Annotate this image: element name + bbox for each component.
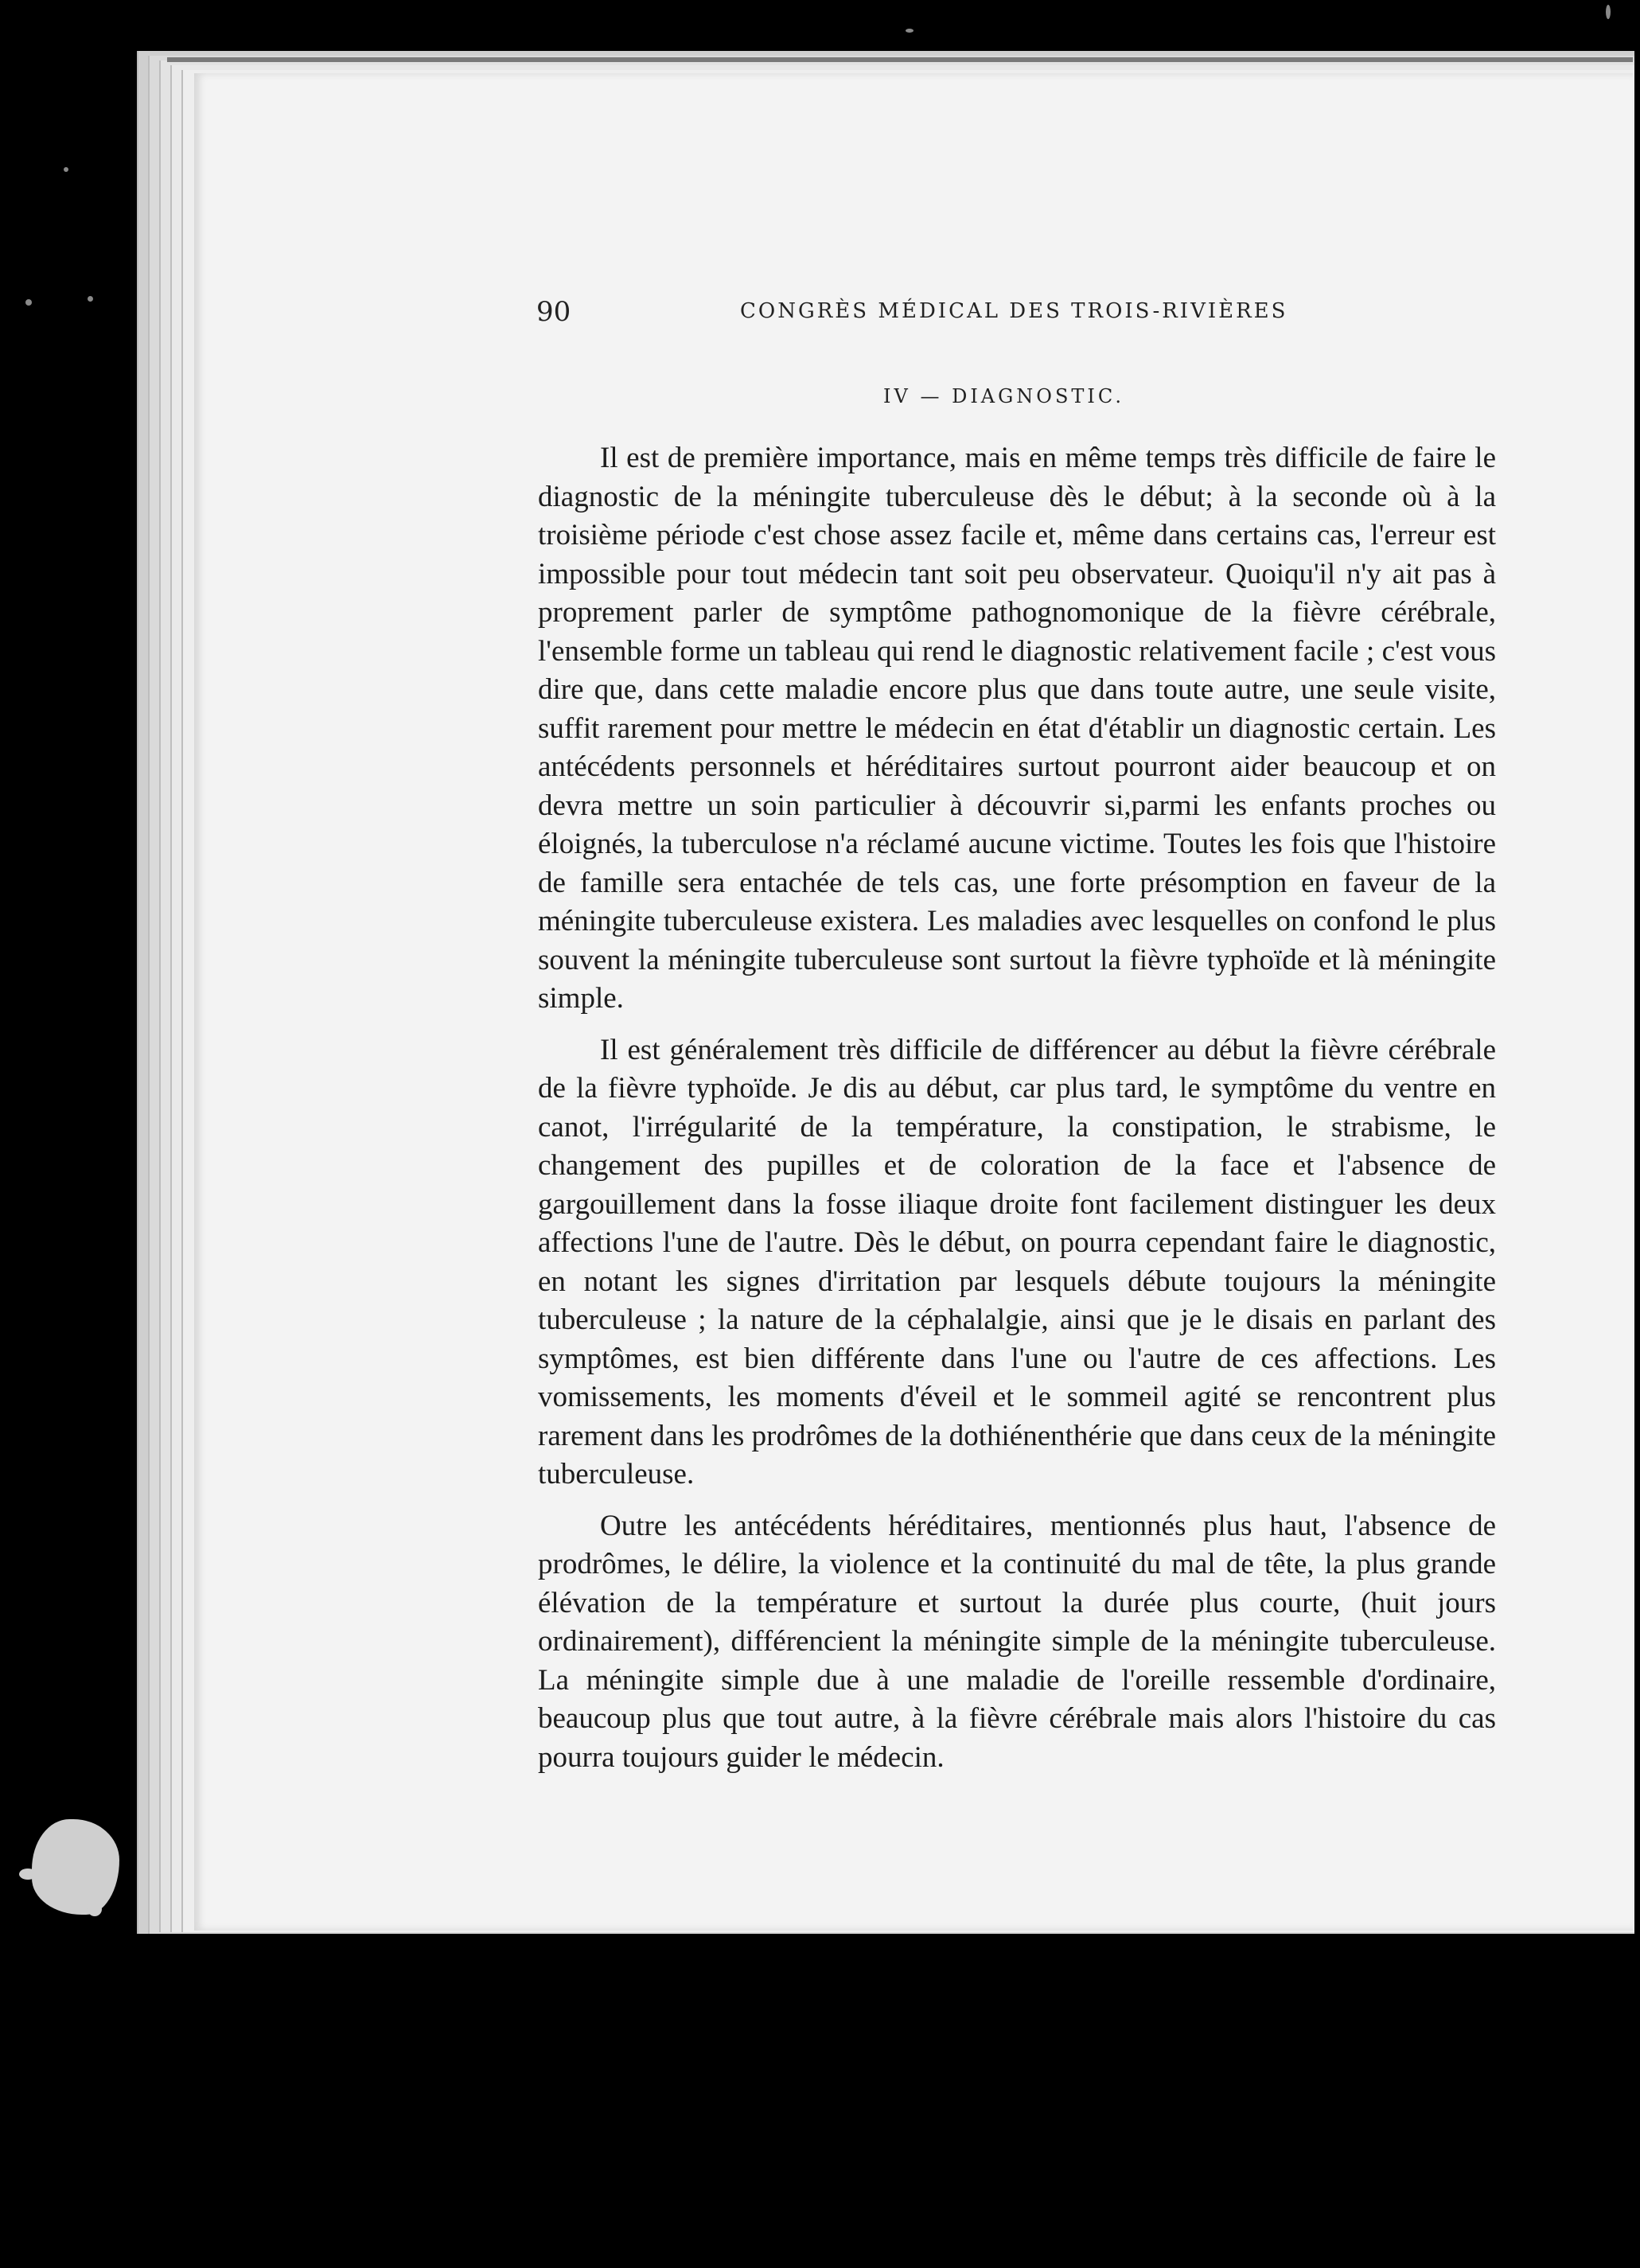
- scan-blotch: [32, 1819, 119, 1915]
- scan-speck: [906, 29, 913, 33]
- page-top-edge: [167, 57, 1633, 62]
- body-text: [538, 439, 1496, 1790]
- paragraph: Il est de première importance, mais en même temps très difficile de faire le diagnostic de la méningite tuberculeuse dès le début; à la seconde où à la troisième période c'est chose assez facile et, même dans certains cas, l'erreur est impossible pour tout médecin tant soit peu observateur. Quoiqu'il n'y ait pas à proprement parler de symptôme pathognomonique de la fièvre cérébrale, l'ensemble forme un tableau qui rend le diagnostic relativement facile ; c'est vous dire que, dans cette maladie encore plus que dans toute autre, une seule visite, suffit rarement pour mettre le médecin en état d'établir un diagnostic certain. Les antécédents personnels et héréditaires surtout pourront aider beaucoup et on devra mettre un soin particulier à découvrir si,parmi les enfants proches ou éloignés, la tuberculose n'a réclamé aucune victime. Toutes les fois que l'histoire de famille sera entachée de tels cas, une forte présomption en faveur de la méningite tuberculeuse existera. Les maladies avec lesquelles on confond le plus souvent la méningite tuberculeuse sont surtout la fièvre typhoïde et là méningite simple.: [538, 442, 1496, 1015]
- scan-speck: [88, 296, 93, 302]
- scan-speck: [25, 299, 32, 306]
- page-number: 90: [536, 296, 571, 328]
- scan-speck: [64, 167, 68, 172]
- page-header: [536, 296, 1340, 328]
- scan-speck: [1606, 5, 1611, 19]
- paragraph: Il est généralement très difficile de différencer au début la fièvre cérébrale de la fièvre typhoïde. Je dis au début, car plus tard, le symptôme du ventre en canot, l'irrégularité de la température, la constipation, le strabisme, le changement des pupilles et de coloration de la face et l'absence de gargouillement dans la fosse iliaque droite font facilement distinguer les deux affections l'une de l'autre. Dès le début, on pourra cependant faire le diagnostic, en notant les signes d'irritation par lesquels débute toujours la méningite tuberculeuse ; la nature de la céphalalgie, ainsi que je le disais en parlant des symptômes, est bien différente dans l'une ou l'autre de ces affections. Les vomissements, les moments d'éveil et le sommeil agité se rencontrent plus rarement dans les prodrômes de la dothiénenthérie que dans ceux de la méningite tuberculeuse.: [538, 1033, 1496, 1491]
- scan-blotch: [88, 1902, 102, 1916]
- running-title: CONGRÈS MÉDICAL DES TROIS-RIVIÈRES: [740, 299, 1288, 323]
- scan-blotch: [105, 1846, 116, 1862]
- paragraph: Outre les antécédents héréditaires, mentionnés plus haut, l'absence de prodrômes, le délire, la violence et la continuité du mal de tête, la plus grande élévation de la température et surtout la durée plus courte, (huit jours ordinairement), différencient la méningite simple de la méningite tuberculeuse. La méningite simple due à une maladie de l'oreille ressemble d'ordinaire, beaucoup plus que tout autre, à la fièvre cérébrale mais alors l'histoire du cas pourra toujours guider le médecin.: [538, 1509, 1496, 1774]
- section-title: IV — DIAGNOSTIC.: [883, 385, 1125, 407]
- scan-blotch: [19, 1869, 37, 1880]
